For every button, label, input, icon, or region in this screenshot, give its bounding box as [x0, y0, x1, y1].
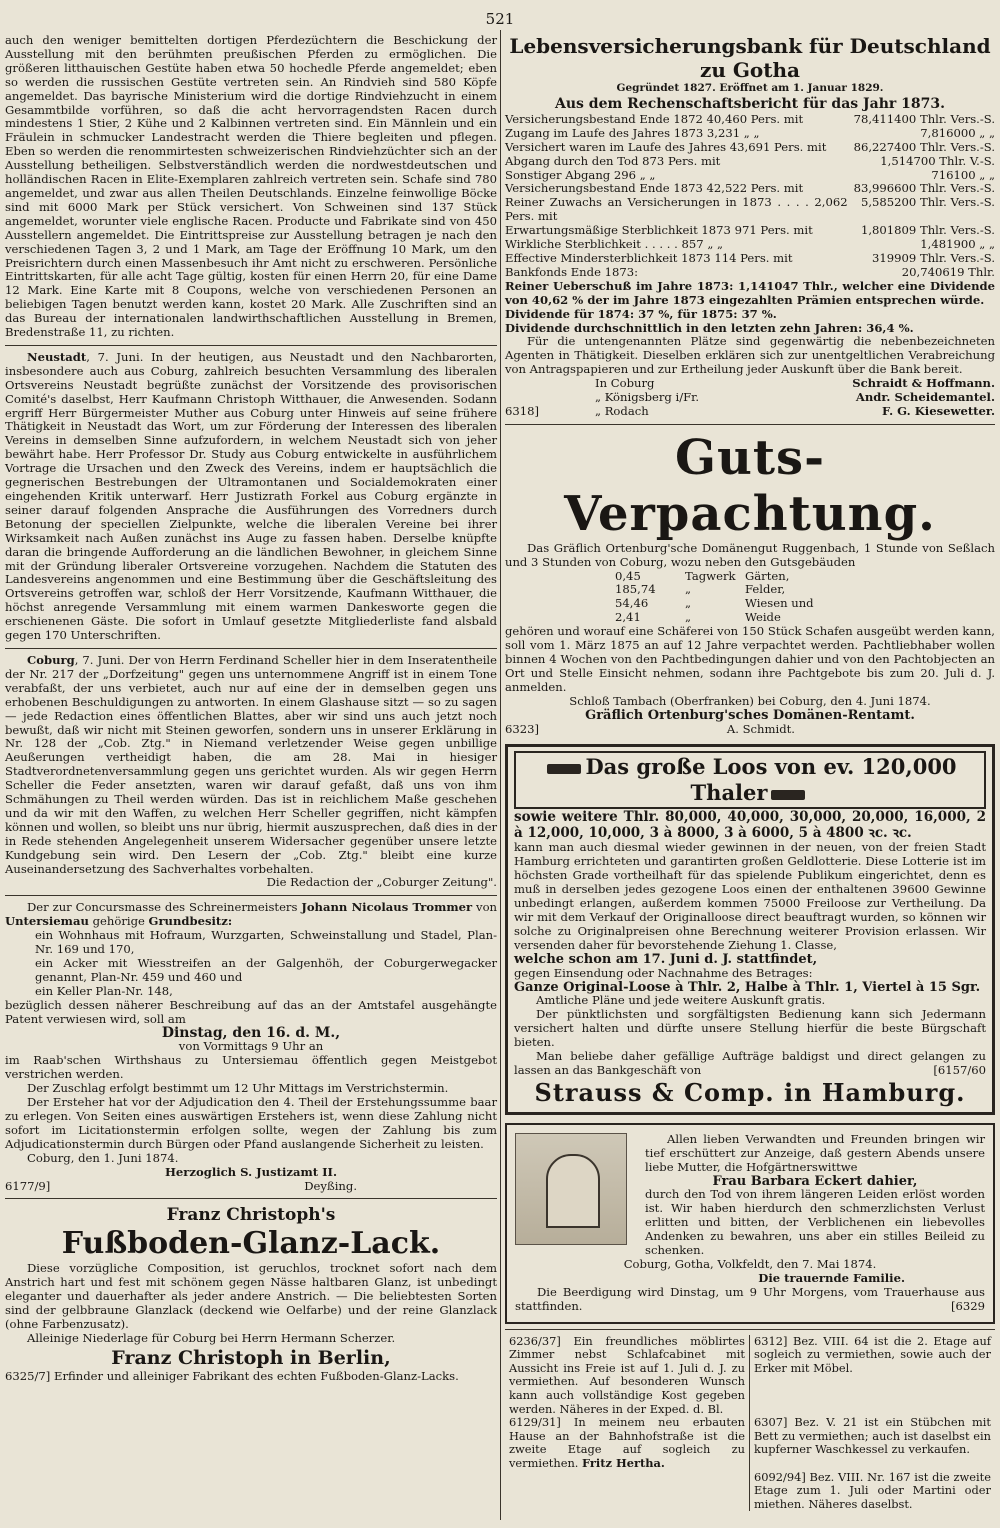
guts-office: Gräflich Ortenburg'sches Domänen-Rentamt. [585, 707, 915, 723]
lottery-text: Der pünktlichsten und sorgfältigsten Bedienung kann sich Jedermann versichert halten und dürfte unsere Stellung hierfür die beste Bürgschaft bieten. [514, 1007, 986, 1050]
stat-label: Effective Mindersterblichkeit 1873 114 Pers. mit [505, 250, 793, 265]
lack-advertisement [5, 1204, 497, 1383]
lottery-date: welche schon am 17. Juni d. J. stattfindet, [514, 951, 818, 967]
bank-title: Lebensversicherungsbank für Deutschland zu Gotha [509, 34, 991, 82]
column-divider [500, 30, 501, 1520]
agent-name: Andr. Scheidemantel. [855, 390, 995, 405]
bank-surplus: Reiner Ueberschuß im Jahre 1873: 1,141047 Thlr., welcher eine Dividende von 40,62 % der im Jahre 1873 eingezahlten Prämien entsprechen würde. [505, 278, 995, 307]
lack-footer-text: Erfinder und alleiniger Fabrikant des echten Fußboden-Glanz-Lacks. [54, 1368, 459, 1383]
stat-value: 83,996600 Thlr. Vers.-S. [853, 181, 995, 196]
stat-value: 1,514700 Thlr. V.-S. [880, 153, 995, 168]
stat-label: Versicherungsbestand Ende 1872 40,460 Pers. mit [505, 111, 804, 126]
coburg-signature: Die Redaction der „Coburger Zeitung". [266, 875, 497, 890]
classified-ad-text: 6129/31] In meinem neu erbauten Hause an der Bahnhofstraße ist die zweite Etage auf sogleich zu vermiethen. [509, 1415, 745, 1470]
concurs-place-date: Coburg, den 1. Juni 1874. [27, 1150, 179, 1165]
stat-value: 86,227400 Thlr. Vers.-S. [853, 139, 995, 154]
field-area: 0,45 [615, 568, 641, 583]
guts-title: Guts-Verpachtung. [564, 429, 936, 542]
lottery-advertisement [505, 744, 995, 1114]
mourning-text: Allen lieben Verwandten und Freunden bringen wir tief erschüttert zur Anzeige, daß gestern Abends unsere liebe Mutter, die Hofgärtnerswittwe [645, 1131, 985, 1174]
rule [5, 648, 497, 649]
stat-label: Versichert waren im Laufe des Jahres 43,691 Pers. mit [505, 139, 827, 154]
field-row [615, 570, 995, 584]
lottery-title-text: Das große Loos von ev. 120,000 Thaler [585, 754, 957, 806]
rule [5, 345, 497, 346]
lottery-prices: Ganze Original-Loose à Thlr. 2, Halbe à Thlr. 1, Viertel à 15 Sgr. [514, 979, 981, 995]
bank-average: Dividende durchschnittlich in den letzten zehn Jahren: 36,4 %. [505, 320, 914, 335]
bank-dividend: Dividende für 1874: 37 %, für 1875: 37 %. [505, 306, 777, 321]
mourning-family: Die trauernde Familie. [758, 1270, 905, 1285]
stat-value: 78,411400 Thlr. Vers.-S. [853, 111, 995, 126]
concurs-office: Herzoglich S. Justizamt II. [164, 1164, 338, 1179]
classified-ad: 6236/37] Ein freundliches möblirtes Zimmer nebst Schlafcabinet mit Aussicht ins Freie ist auf 1. Juli d. J. zu vermiethen. Auf besonderen Wunsch kann auch vollständige Kost gegeben werden. Näheres in der Exped. d. Bl. [505, 1335, 750, 1417]
neustadt-text: In der heutigen, aus Neustadt und den Nachbarorten, insbesondere auch aus Coburg, zahlreich besuchten Versammlung des liberalen Ortsvereins Neustadt begrüßte zunächst der Vorsitzende des provisorischen Comité's daselbst, Herr Kaufmann Christoph Witthauer, die Anwesenden. Sodann ergriff Herr Bürgermeister Muther aus Coburg unter Hinweis auf seine frühere Thätigkeit in Neustadt das Wort, um zur Förderung der Interessen des liberalen Vereins in demselben Sinne aufzufordern, in welchem Neustadt sich von jeher bewährt habe. Herr Professor Dr. Study aus Coburg entwickelte in ausführlichem Vortrage die Ursachen und den Zweck des Vereins, indem er hauptsächlich die gegnerischen Bestrebungen der Ultramontanen und Socialdemokraten einer eingehenden Kritik unterwarf. Herr Justizrath Forkel aus Coburg ergänzte in seiner darauf folgenden Ansprache die Ausführungen des Vorredners durch Betonung der speciellen Zielpunkte, welche die liberalen Vereine bei ihrer Wirksamkeit nach Außen zunächst ins Auge zu fassen haben. Derselbe knüpfte daran die bringende Aufforderung an die ländlichen Bewohner, in gleichem Sinne mit der Gründung liberaler Ortsvereine vorzugehen. Nachdem die Statuten des Landesvereins angenommen und eine Bestimmung über die Geschäftsleitung des Ortsvereins getroffen war, schloß der Herr Vorsitzende, Kaufmann Witthauer, die höchst anregende Versammlung mit einem warmen Dankesworte gegen die erschienenen Gäste. Die sofort in Umlauf gesetzte Mitgliederliste fand alsbald gegen 170 Unterschriften. [5, 349, 497, 643]
concurs-place: Untersiemau [5, 914, 89, 929]
bank-text: Für die untengenannten Plätze sind gegenwärtig die nebenbezeichneten Agenten in Thätigkeit. Dieselben erklären sich zur unentgeltlichen Verabreichung von Antragspapieren und zur Ertheilung jeder Auskunft über die Bank bereit. [505, 334, 995, 377]
gravestone-image [515, 1133, 635, 1258]
bank-report: Aus dem Rechenschaftsbericht für das Jahr 1873. [554, 95, 945, 112]
classified-ad [505, 1416, 750, 1470]
rule [5, 895, 497, 896]
mourning-footer [515, 1258, 985, 1314]
pointing-hand-icon [771, 790, 805, 800]
concurs-item: ein Acker mit Wiesstreifen an der Galgenhöh, der Coburgerwegacker genannt, Plan-Nr. 459 und 460 und [35, 956, 497, 984]
rule [505, 1329, 995, 1330]
agent-name: F. G. Kiesewetter. [882, 403, 995, 418]
stat-value: 319909 Thlr. Vers.-S. [872, 250, 995, 265]
concurs-date: Dinstag, den 16. d. M., [161, 1024, 341, 1041]
concurs-time: von Vormittags 9 Uhr an [178, 1039, 324, 1054]
field-type: Gärten, [745, 568, 790, 583]
stat-value: 7,816000 „ „ [920, 125, 995, 140]
classified-ads [505, 1335, 995, 1512]
concurs-heading [5, 901, 497, 929]
agent-place: In Coburg [595, 376, 655, 391]
lack-text: Diese vorzügliche Composition, ist geruchlos, trocknet sofort nach dem Anstrich hart und fest mit schönem gegen Nässe haltbaren Glanz, ist unbedingt eleganter und dauerhafter als jeder andere Anstrich. — Die beliebtesten Sorten sind der gelbbraune Glanzlack (deckend wie Oelfarbe) und der reine Glanzlack (ohne Farbenzusatz). [5, 1261, 497, 1332]
classified-ad: 6092/94] Bez. VIII. Nr. 167 ist die zweite Etage zum 1. Juli oder Martini oder miethen. Näheres daselbst. [754, 1469, 991, 1511]
neustadt-heading: Neustadt [27, 349, 87, 364]
field-area: 185,74 [615, 582, 656, 597]
concurs-land: Grundbesitz: [148, 914, 233, 929]
stat-value: 716100 „ „ [931, 167, 995, 182]
concurs-name: Johann Nicolaus Trommer [301, 900, 473, 915]
mourning-burial-text: Die Beerdigung wird Dinstag, um 9 Uhr Morgens, vom Trauerhause aus stattfinden. [515, 1284, 985, 1313]
stat-value: 20,740619 Thlr. [901, 264, 995, 279]
stat-label: Reiner Zuwachs an Versicherungen in 1873 . . . . 2,062 Pers. mit [505, 195, 848, 224]
lottery-prizes: sowie weitere Thlr. 80,000, 40,000, 30,000, 20,000, 16,000, 2 à 12,000, 10,000, 3 à 8000, 3 à 6000, 5 à 4800 ꝛc. ꝛc. [514, 809, 986, 842]
lottery-text [514, 1050, 986, 1078]
lottery-text: kann man auch diesmal wieder gewinnen in der neuen, von der freien Stadt Hamburg errichteten und garantirten großen Geldlotterie. Diese Lotterie ist im höchsten Grade vortheilhaft für das spielende Publikum eingerichtet, denn es muß in derselben jedes gezogene Loos einen der enthaltenen 39600 Gewinne unbedingt erlangen, außerdem kommen 75000 Freiloose zur Vertheilung. Da wir mit dem Verkauf der Originalloose direct beauftragt wurden, so können wir solche zu Originalpreisen ohne Berechnung weiterer Provision erlassen. Wir versenden daher für bevorstehende Ziehung 1. Classe, [514, 840, 986, 952]
stat-value: 5,585200 Thlr. Vers.-S. [860, 195, 995, 210]
agent-place: „ Königsberg i/Fr. [595, 390, 700, 405]
lottery-title [514, 751, 986, 809]
guts-place: Schloß Tambach (Oberfranken) bei Coburg, den 4. Juni 1874. [569, 693, 931, 708]
lottery-text: gegen Einsendung oder Nachnahme des Betrages: [514, 965, 813, 980]
stat-label: Abgang durch den Tod 873 Pers. mit [505, 153, 721, 168]
concurs-notice [5, 901, 497, 1193]
concurs-item: ein Keller Plan-Nr. 148, [35, 983, 173, 998]
concurs-text: Der Zuschlag erfolgt bestimmt um 12 Uhr Mittags im Verstrichstermin. [27, 1081, 449, 1096]
ad-number: 6323] [505, 721, 540, 736]
field-type: Wiesen und [745, 596, 814, 611]
mourning-name: Frau Barbara Eckert dahier, [712, 1173, 918, 1189]
lack-text: Alleinige Niederlage für Coburg bei Herrn Hermann Scherzer. [27, 1330, 396, 1345]
field-unit: „ [685, 582, 692, 597]
mourning-notice [505, 1123, 995, 1324]
concurs-owned: gehörige [92, 914, 145, 929]
lack-product: Fußboden-Glanz-Lack. [61, 1226, 441, 1262]
lack-footer [5, 1370, 497, 1384]
lottery-text: Amtliche Pläne und jede weitere Auskunft gratis. [536, 993, 826, 1008]
concurs-text: Der Ersteher hat vor der Adjudication den 4. Theil der Erstehungssumme baar zu erlegen. Von Seiten eines auswärtigen Erstehers ist, wenn diese Zahlung nicht sofort im Licitationstermin erfolgen sollte, wegen der Zahlung bis zum Adjudicationstermin durch Bürgen oder Pfand auslangende Sicherheit zu leisten. [5, 1095, 497, 1151]
field-type: Weide [745, 610, 781, 625]
concurs-item: ein Wohnhaus mit Hofraum, Wurzgarten, Schweinstallung und Stadel, Plan-Nr. 169 und 170, [35, 928, 497, 957]
classified-ad: 6312] Bez. VIII. 64 ist die 2. Etage auf sogleich zu vermiethen, sowie auch der Erker mit Möbel. [754, 1333, 991, 1375]
field-type: Felder, [745, 582, 786, 597]
guts-footer [505, 723, 995, 737]
concurs-from: von [476, 900, 498, 915]
concurs-footer [5, 1180, 497, 1194]
left-column [5, 34, 497, 1384]
concurs-signer: Deyßing. [304, 1178, 357, 1193]
neustadt-article [5, 351, 497, 643]
guts-text: Das Gräflich Ortenburg'sche Domänengut Ruggenbach, 1 Stunde von Seßlach und 3 Stunden von Coburg, wozu neben den Gutsgebäuden [505, 540, 995, 569]
field-row [615, 597, 995, 611]
stat-label: Sonstiger Abgang 296 „ „ [505, 167, 656, 182]
mourning-body [645, 1133, 985, 1258]
field-area: 54,46 [615, 596, 649, 611]
lottery-text-body: Man beliebe daher gefällige Aufträge baldigst und direct gelangen zu lassen an das Bankgeschäft von [514, 1049, 986, 1077]
guts-fields [505, 570, 995, 626]
guts-advertisement [505, 430, 995, 737]
guts-signer: A. Schmidt. [726, 721, 795, 736]
bank-agents [595, 377, 995, 419]
stat-label: Zugang im Laufe des Jahres 1873 3,231 „ „ [505, 125, 760, 140]
stat-label: Wirkliche Sterblichkeit . . . . . 857 „ „ [505, 237, 724, 252]
neustadt-date: , 7. Juni. [86, 349, 144, 364]
exhibition-article: auch den weniger bemittelten dortigen Pferdezüchtern die Beschickung der Ausstellung mit den berühmten preußischen Pferden zu ermöglichen. Die größeren litthauischen Gestüte haben etwa 50 hochedle Pferde angemeldet; eben so werden die russischen Gestüte vertreten sein. An Rindvieh sind 580 Köpfe angemeldet. Das bayrische Ministerium wird die dortige Rindviehzucht in einem Gesammtbilde vorführen, so daß die acht hervorragendsten Racen durch mindestens 1 Stier, 2 Kühe und 2 Kalbinnen vertreten sind. Ein Männlein und ein Fräulein in schmucker Landestracht werden die Thiere begleiten und pflegen. Eben so werden die renommirtesten schweizerischen Rindviehzüchter sich an der Ausstellung betheiligen. Selbstverständlich werden die nordwestdeutschen und holländischen Racen in Elite-Exemplaren zahlreich vertreten sein. Schafe sind 780 angemeldet, und zwar aus allen Theilen Deutschlands. Einzelne feinwollige Böcke sind mit 6000 Mark per Stück versichert. Von Schweinen sind 137 Stück angemeldet, worunter viele englische Racen. Producte und Fabrikate sind von 450 Ausstellern angemeldet. Die Eintrittspreise zur Ausstellung betragen je nach den verschiedenen Tagen 3, 2 und 1 Mark, am Tage der Eröffnung 10 Mark, um den Preisrichtern durch einen Massenbesuch ihr Amt nicht zu erschweren. Persönliche Eintrittskarten, für alle acht Tage gültig, kosten für einen Herrn 20, für eine Dame 12 Mark. Eine Karte mit 8 Coupons, welche von verschiedenen Personen an beliebigen Tagen benutzt werden kann, kostet 20 Mark. Alle Zuschriften sind an das Bureau der internationalen landwirthschaftlichen Ausstellung in Bremen, Bredenstraße 11, zu richten. [5, 33, 497, 340]
ad-number: [6157/60 [933, 1062, 986, 1077]
ad-number: 6318] [505, 403, 540, 418]
field-unit: „ [685, 596, 692, 611]
coburg-heading: Coburg [27, 652, 75, 667]
field-area: 2,41 [615, 610, 641, 625]
mourning-burial [515, 1286, 985, 1314]
lack-maker: Franz Christoph's [166, 1205, 336, 1226]
bank-stats [505, 113, 995, 280]
coburg-article [5, 654, 497, 877]
classified-ad-signer: Fritz Hertha. [582, 1455, 665, 1470]
classified-ad: 6307] Bez. V. 21 ist ein Stübchen mit Bett zu vermiethen; auch ist daselbst ein kupferner Waschkessel zu verkaufen. [754, 1415, 991, 1457]
right-column [505, 34, 995, 1511]
bank-founded: Gegründet 1827. Eröffnet am 1. Januar 1829. [616, 82, 884, 94]
coburg-date: , 7. Juni. [74, 652, 125, 667]
guts-text: gehören und worauf eine Schäferei von 150 Stück Schafen ausgeübt werden kann, soll vom 1. März 1875 an auf 12 Jahre verpachtet werden. Pachtliebhaber wollen binnen 4 Wochen von den Pachtbedingungen dahier und von den Pachtobjecten an Ort und Stelle Einsicht nehmen, sodann ihre Pachtgebote bis zum 20. Juli d. J. anmelden. [505, 624, 995, 694]
coburg-text: Der von Herrn Ferdinand Scheller hier in dem Inseratentheile der Nr. 217 der „Dorfzeitung" gegen uns unternommene Angriff ist in einem Tone verabfaßt, der uns verbietet, auch nur auf eine der in demselben gegen uns erhobenen Beschuldigungen zu antworten. In einem Glashause sitzt — so zu sagen — jede Redaction eines öffentlichen Blattes, aber wir sind uns auch jetzt noch bewußt, daß wir nicht mit Steinen geworfen, sondern uns in unserer Erklärung in Nr. 128 der „Cob. Ztg." in Niemand verletzender Weise gegen unbillige Aeußerungen vertheidigt haben, die am 28. Mai in hiesiger Stadtverordnetenversammlung gegen uns gerichtet wurden. Als wir gegen Herrn Scheller die Feder ansetzten, waren wir darauf gefaßt, daß uns von ihm Schmähungen zu Theil werden würden. Das ist in reichlichem Maße geschehen und da wir mit den Waffen, zu welchen Herr Scheller gegriffen, nicht kämpfen können und wollen, so bleibt uns nur übrig, hiermit auszusprechen, daß dies in der in Rede stehenden Angelegenheit unserem Widersacher gegenüber unsere letzte Kundgebung sein wird. Den Lesern der „Cob. Ztg." bleibt eine kurze Auseinandersetzung des Sachverhaltes vorbehalten. [5, 652, 498, 876]
ad-number: 6177/9] [5, 1178, 51, 1193]
stat-label: Erwartungsmäßige Sterblichkeit 1873 971 Pers. mit [505, 223, 813, 238]
field-row [615, 611, 995, 625]
stat-label: Bankfonds Ende 1873: [505, 264, 639, 279]
lottery-firm: Strauss & Comp. in Hamburg. [534, 1077, 966, 1107]
field-row [615, 583, 995, 597]
concurs-text: bezüglich dessen näherer Beschreibung auf das an der Amtstafel ausgehängte Patent verwiesen wird, soll am [5, 997, 497, 1026]
rule [505, 424, 995, 425]
field-unit: „ [685, 610, 692, 625]
agent-name: Schraidt & Hoffmann. [852, 376, 995, 391]
concurs-text: im Raab'schen Wirthshaus zu Untersiemau öffentlich gegen Meistgebot verstrichen werden. [5, 1053, 497, 1082]
classified-ad-spacer [505, 1471, 750, 1512]
agent-place: „ Rodach [595, 403, 649, 418]
concurs-intro: Der zur Concursmasse des Schreinermeisters [27, 900, 298, 915]
ad-number: 6325/7] [5, 1368, 51, 1383]
stat-label: Versicherungsbestand Ende 1873 42,522 Pers. mit [505, 181, 804, 196]
stat-value: 1,801809 Thlr. Vers.-S. [860, 223, 995, 238]
lack-city: Franz Christoph in Berlin, [111, 1346, 391, 1369]
ad-number: [6329 [950, 1298, 985, 1313]
mourning-place: Coburg, Gotha, Volkfeldt, den 7. Mai 1874. [623, 1257, 877, 1271]
rule [5, 1198, 497, 1199]
stat-value: 1,481900 „ „ [920, 237, 995, 252]
pointing-hand-icon [547, 764, 581, 774]
gravestone-icon [515, 1133, 627, 1245]
bank-advertisement [505, 34, 995, 419]
mourning-text: durch den Tod von ihrem längeren Leiden erlöst worden ist. Wir haben hierdurch den schmerzlichsten Verlust erlitten und bitten, der Verblichenen ein liebevolles Andenken zu bewahren, uns aber ein stilles Beileid zu schenken. [645, 1187, 985, 1258]
page-number: 521 [485, 10, 515, 28]
field-unit: Tagwerk [685, 568, 736, 583]
